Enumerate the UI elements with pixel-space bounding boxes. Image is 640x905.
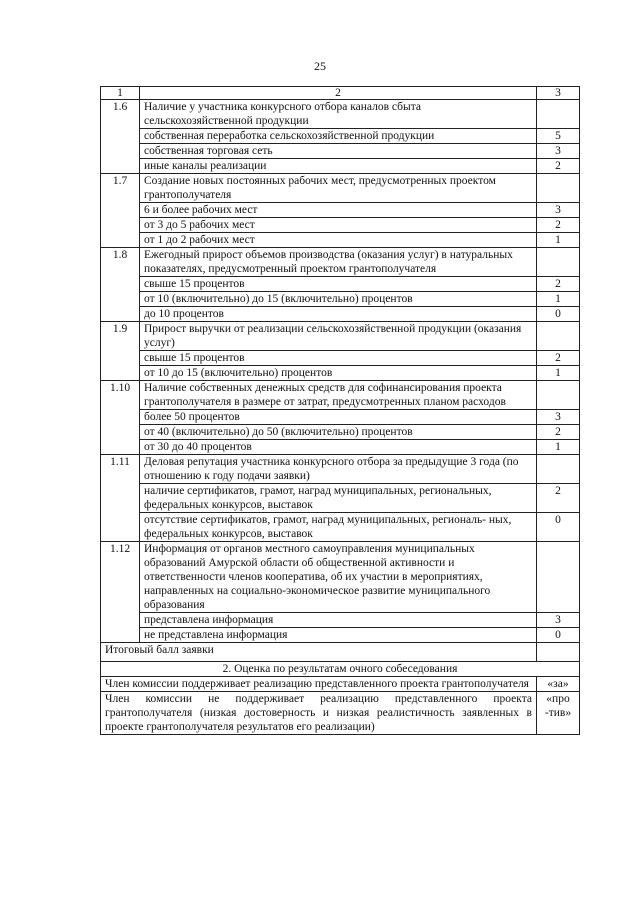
option-text: свыше 15 процентов [140,351,537,366]
criterion-number: 1.7 [101,174,140,248]
option-text: от 40 (включительно) до 50 (включительно) процентов [140,425,537,440]
option-score: 1 [537,292,580,307]
criterion-title: Информация от органов местного самоуправления муниципальных образований Амурской области об общественной активности и ответственности членов кооператива, об их участии в мероприятиях, направленных на социально-экономическое развитие муниципального образования [140,542,537,613]
total-label: Итоговый балл заявки [101,643,537,662]
criterion-option-row [101,351,580,366]
criterion-option-row [101,440,580,455]
section2-title: 2. Оценка по результатам очного собеседования [101,662,580,677]
header-row [101,87,580,100]
criterion-title-row [101,322,580,351]
criterion-number: 1.6 [101,100,140,174]
option-text: наличие сертификатов, грамот, наград муниципальных, региональных, федеральных конкурсов, выставок [140,484,537,513]
criterion-option-row [101,484,580,513]
option-score: 2 [537,277,580,292]
option-text: не представлена информация [140,628,537,643]
criterion-title: Наличие собственных денежных средств для софинансирования проекта грантополучателя в размере от затрат, предусмотренных планом расходов [140,381,537,410]
option-score: 5 [537,129,580,144]
section2-row-text: Член комиссии не поддерживает реализацию представленного проекта грантополучателя (низкая достоверность и низкая реалистичность заявленных в проекте грантополучателя результатов его реализации) [101,692,537,735]
criterion-score-empty [537,542,580,613]
criterion-title: Создание новых постоянных рабочих мест, предусмотренных проектом грантополучателя [140,174,537,203]
criterion-score-empty [537,174,580,203]
header-col-3: 3 [537,87,580,100]
option-score: 3 [537,613,580,628]
header-col-2: 2 [140,87,537,100]
option-text: от 30 до 40 процентов [140,440,537,455]
criterion-score-empty [537,248,580,277]
criterion-option-row [101,292,580,307]
criterion-title-row [101,248,580,277]
option-score: 1 [537,440,580,455]
header-col-1: 1 [101,87,140,100]
option-score: 0 [537,513,580,542]
option-score: 2 [537,484,580,513]
criterion-title: Деловая репутация участника конкурсного отбора за предыдущие 3 года (по отношению к году подачи заявки) [140,455,537,484]
criterion-option-row [101,613,580,628]
criterion-option-row [101,307,580,322]
criterion-title: Наличие у участника конкурсного отбора каналов сбыта сельскохозяйственной продукции [140,100,537,129]
criterion-score-empty [537,455,580,484]
option-text: от 10 (включительно) до 15 (включительно) процентов [140,292,537,307]
section2-row-vote: «про -тив» [537,692,580,735]
criterion-option-row [101,513,580,542]
criterion-option-row [101,233,580,248]
criterion-number: 1.10 [101,381,140,455]
option-text: отсутствие сертификатов, грамот, наград муниципальных, региональ- ных, федеральных конкурсов, выставок [140,513,537,542]
page-number: 25 [314,59,326,73]
option-score: 0 [537,307,580,322]
option-text: до 10 процентов [140,307,537,322]
criterion-title-row [101,381,580,410]
total-row [101,643,580,662]
option-score: 2 [537,159,580,174]
criterion-title-row [101,100,580,129]
section2-row-vote: «за» [537,677,580,692]
option-text: собственная торговая сеть [140,144,537,159]
criterion-score-empty [537,322,580,351]
option-text: свыше 15 процентов [140,277,537,292]
section2-row [101,677,580,692]
option-text: собственная переработка сельскохозяйственной продукции [140,129,537,144]
option-text: иные каналы реализации [140,159,537,174]
option-text: от 3 до 5 рабочих мест [140,218,537,233]
option-score: 2 [537,425,580,440]
criterion-title-row [101,174,580,203]
option-score: 3 [537,410,580,425]
criteria-table [100,86,580,735]
criterion-title-row [101,542,580,613]
criterion-option-row [101,218,580,233]
criterion-number: 1.12 [101,542,140,643]
criterion-option-row [101,277,580,292]
option-score: 0 [537,628,580,643]
criterion-option-row [101,203,580,218]
option-score: 1 [537,366,580,381]
criterion-number: 1.9 [101,322,140,381]
option-score: 1 [537,233,580,248]
option-text: 6 и более рабочих мест [140,203,537,218]
section2-row [101,692,580,735]
option-score: 3 [537,144,580,159]
criterion-score-empty [537,381,580,410]
option-score: 2 [537,351,580,366]
criterion-option-row [101,628,580,643]
criterion-title: Прирост выручки от реализации сельскохозяйственной продукции (оказания услуг) [140,322,537,351]
criterion-option-row [101,159,580,174]
option-score: 3 [537,203,580,218]
option-text: от 1 до 2 рабочих мест [140,233,537,248]
criterion-number: 1.8 [101,248,140,322]
criterion-title: Ежегодный прирост объемов производства (оказания услуг) в натуральных показателях, предусмотренный проектом грантополучателя [140,248,537,277]
total-score [537,643,580,662]
criterion-option-row [101,366,580,381]
option-text: более 50 процентов [140,410,537,425]
section2-title-row [101,662,580,677]
criteria-table-body [101,87,580,735]
criterion-number: 1.11 [101,455,140,542]
criterion-option-row [101,129,580,144]
option-text: от 10 до 15 (включительно) процентов [140,366,537,381]
criterion-score-empty [537,100,580,129]
option-score: 2 [537,218,580,233]
criterion-option-row [101,410,580,425]
criterion-option-row [101,144,580,159]
option-text: представлена информация [140,613,537,628]
criterion-option-row [101,425,580,440]
criterion-title-row [101,455,580,484]
section2-row-text: Член комиссии поддерживает реализацию представленного проекта грантополучателя [101,677,537,692]
